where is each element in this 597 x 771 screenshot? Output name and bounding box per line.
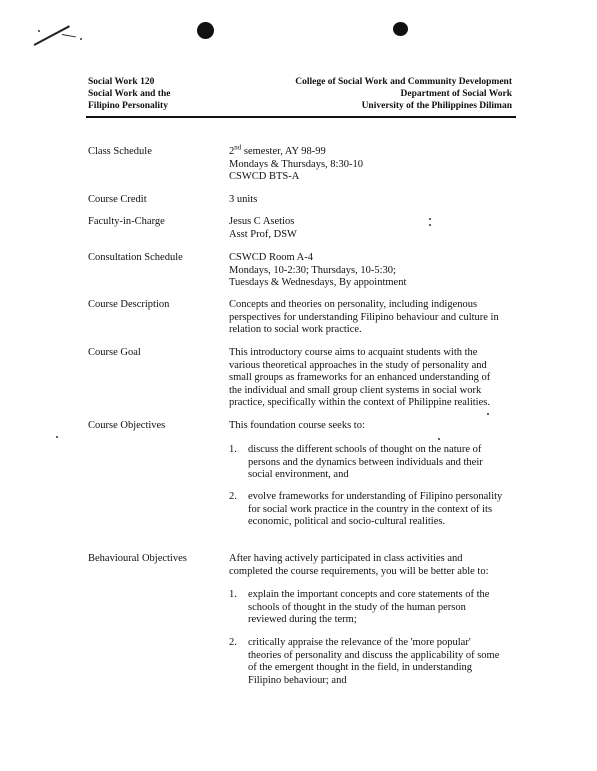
objective-text: discuss the different schools of thought on the nature of persons and the dynamics between individuals and their social environment, and <box>248 444 483 480</box>
consultation-value <box>229 252 519 290</box>
course-objectives-intro: This foundation course seeks to: <box>229 420 365 431</box>
course-description-text: Concepts and theories on personality, including indigenous perspectives for understanding Filipino behaviour and culture in relation to social work practice. <box>229 299 499 335</box>
university-name: University of the Philippines Diliman <box>361 101 512 111</box>
faculty-label: Faculty-in-Charge <box>88 216 165 227</box>
punch-hole <box>393 22 408 36</box>
scan-speck <box>487 413 489 415</box>
objective-text: evolve frameworks for understanding of Filipino personality for social work practice in the country in the context of its economic, political and socio-cultural realities. <box>248 491 503 527</box>
class-schedule-value <box>229 143 519 184</box>
scan-speck <box>438 438 440 440</box>
behavioural-objectives-intro: After having actively participated in class activities and completed the course requirements, you will be better able to: <box>229 553 489 577</box>
faculty-name: Jesus C Asetios <box>229 216 295 227</box>
institution-header <box>290 76 512 112</box>
consultation-hours-2: Tuesdays & Wednesdays, By appointment <box>229 277 407 288</box>
objective-number: 1. <box>229 444 237 455</box>
punch-hole <box>197 22 214 39</box>
objective-number: 1. <box>229 589 237 600</box>
objective-number: 2. <box>229 491 237 502</box>
course-title-line1: Social Work and the <box>88 89 171 99</box>
scan-speck <box>56 436 58 438</box>
course-goal-label: Course Goal <box>88 347 141 358</box>
course-header <box>88 76 170 112</box>
class-days: Mondays & Thursdays, 8:30-10 <box>229 158 363 170</box>
course-objectives-label: Course Objectives <box>88 420 166 431</box>
class-room: CSWCD BTS-A <box>229 171 300 182</box>
course-title-line2: Filipino Personality <box>88 101 168 111</box>
scan-mark <box>62 34 76 37</box>
consultation-room: CSWCD Room A-4 <box>229 252 314 263</box>
semester-line: 2nd semester, AY 98-99 <box>229 143 326 157</box>
consultation-label: Consultation Schedule <box>88 252 183 263</box>
course-credit-value: 3 units <box>229 194 258 205</box>
college-name: College of Social Work and Community Development <box>295 77 512 87</box>
objective-number: 2. <box>229 637 237 648</box>
faculty-title: Asst Prof, DSW <box>229 228 297 240</box>
course-credit-label: Course Credit <box>88 194 147 205</box>
course-description-label: Course Description <box>88 299 170 310</box>
consultation-hours-1: Mondays, 10-2:30; Thursdays, 10-5:30; <box>229 264 396 276</box>
scan-speck <box>38 30 40 32</box>
faculty-value <box>229 216 519 241</box>
behavioural-objectives-label: Behavioural Objectives <box>88 553 187 564</box>
class-schedule-label: Class Schedule <box>88 146 152 157</box>
scan-speck <box>80 38 82 40</box>
course-goal-text: This introductory course aims to acquaint students with the various theoretical approaches in the study of personality and small groups as frameworks for an enhanced understanding of the individual and small group client systems in social work practice, specifically within the context of Philippine realities. <box>229 347 491 408</box>
objective-text: explain the important concepts and core statements of the schools of thought in the study of the human person reviewed during the term; <box>248 589 490 625</box>
course-code: Social Work 120 <box>88 77 155 87</box>
header-divider <box>86 116 516 118</box>
objective-text: critically appraise the relevance of the 'more popular' theories of personality and discuss the applicability of some of the emergent thought in the field, in understanding Filipino behaviour; and <box>248 637 500 686</box>
department-name: Department of Social Work <box>400 89 512 99</box>
